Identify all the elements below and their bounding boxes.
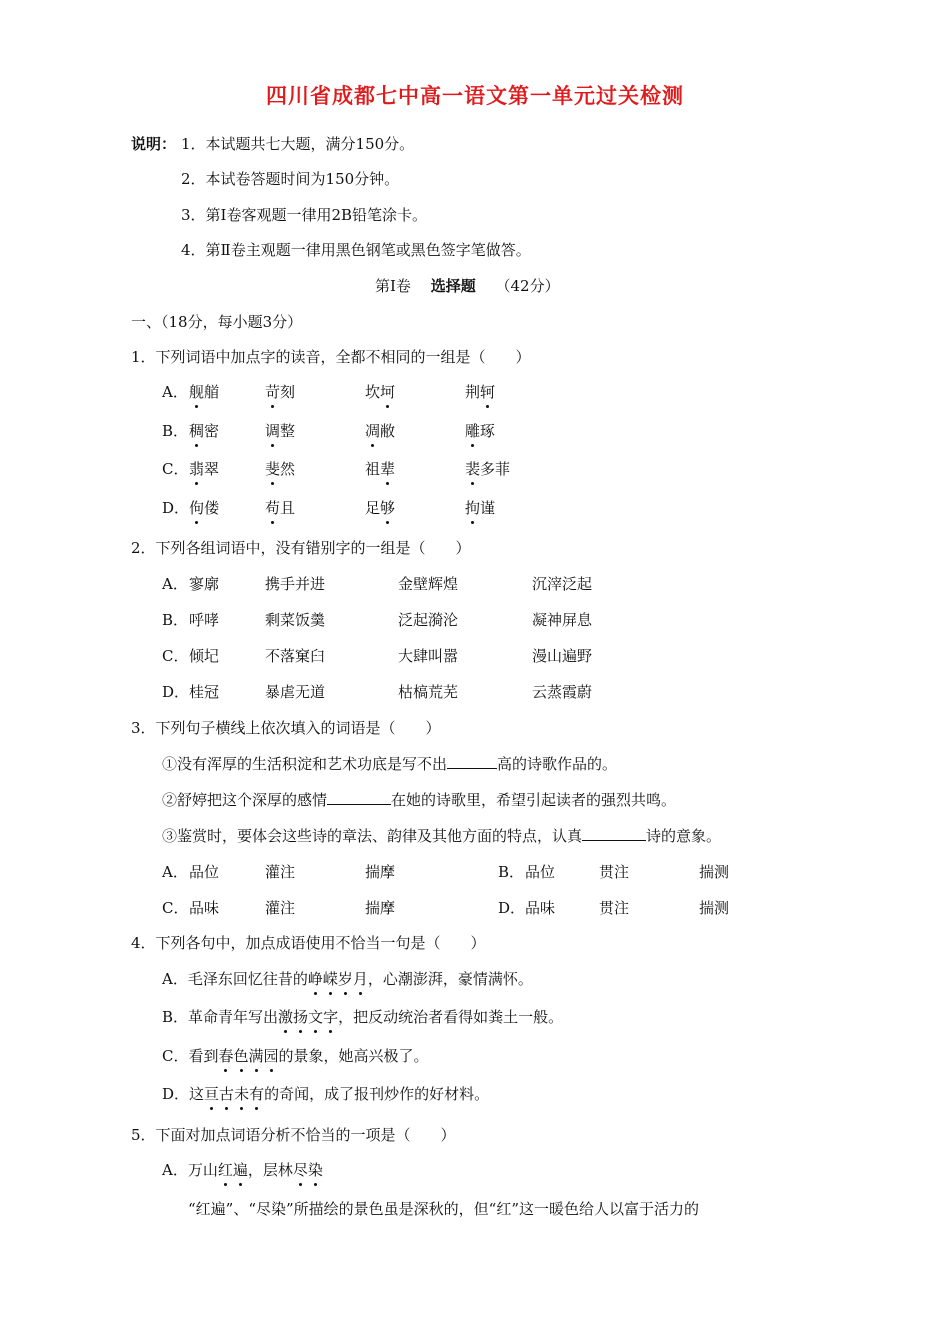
option-text: ，层林 xyxy=(247,1161,293,1179)
option-word: 祖辈 xyxy=(365,460,396,478)
sentence-text: 高的诗歌作品的。 xyxy=(497,755,618,773)
option-word: 枯槁荒芜 xyxy=(398,683,459,701)
dotted-char: 佝 xyxy=(189,499,205,517)
option-text: ，心潮澎湃，豪情满怀。 xyxy=(367,970,533,988)
option-word: 大肆叫嚣 xyxy=(398,647,459,665)
option-word: 品味 xyxy=(189,899,220,917)
sentence-3 xyxy=(162,826,721,846)
note-item: 2．本试卷答题时间为150分钟。 xyxy=(181,170,400,188)
option-word: 灌注 xyxy=(265,863,296,881)
dotted-char: 春 xyxy=(218,1047,234,1065)
option-word: 金壁辉煌 xyxy=(398,575,459,593)
dotted-word xyxy=(293,1161,323,1179)
option-text: 的奇闻，成了报刊炒作的好材料。 xyxy=(264,1085,490,1103)
option-letter: D． xyxy=(162,499,190,517)
option-text: ，把反动统治者看得如粪土一般。 xyxy=(338,1008,564,1026)
option-word: 寥廓 xyxy=(189,575,220,593)
option-word: 暴虐无道 xyxy=(265,683,326,701)
option-word: 佝偻 xyxy=(189,499,220,517)
sentence-text: 诗的意象。 xyxy=(646,827,722,845)
dotted-word xyxy=(218,1161,248,1179)
option-letter: A． xyxy=(162,1161,188,1179)
option-word: 稠密 xyxy=(189,422,220,440)
option-word: 荆轲 xyxy=(465,383,496,401)
question-2-stem: 2．下列各组词语中，没有错别字的一组是（ ） xyxy=(131,539,471,557)
question-4-stem: 4．下列各句中，加点成语使用不恰当一句是（ ） xyxy=(131,934,486,952)
option-letter: D． xyxy=(498,899,526,917)
question-1-stem: 1．下列词语中加点字的读音，全都不相同的一组是（ ） xyxy=(131,348,531,366)
option-word: 品味 xyxy=(525,899,556,917)
option-text: D．这 xyxy=(162,1085,205,1103)
page-title: 四川省成都七中高一语文第一单元过关检测 xyxy=(266,84,684,108)
option-text: C．看到 xyxy=(162,1047,219,1065)
dotted-char: 苟 xyxy=(265,499,281,517)
volume-points: （42分） xyxy=(495,277,560,295)
dotted-char: 尽 xyxy=(292,1161,308,1179)
option-text: 的景象，她高兴极了。 xyxy=(278,1047,429,1065)
question-5-stem: 5．下面对加点词语分析不恰当的一项是（ ） xyxy=(131,1126,456,1144)
fill-blank xyxy=(447,754,497,769)
option-word: 翡翠 xyxy=(189,460,220,478)
option-word: 灌注 xyxy=(265,899,296,917)
sentence-text: ②舒婷把这个深厚的感情 xyxy=(162,791,328,809)
dotted-char: 苛 xyxy=(265,383,281,401)
option-letter: B． xyxy=(162,611,189,629)
dotted-char: 扬 xyxy=(293,1008,309,1026)
dotted-char: 激 xyxy=(278,1008,294,1026)
fill-blank xyxy=(582,826,646,841)
option-word: 揣摩 xyxy=(365,863,396,881)
option-word: 裴多菲 xyxy=(465,460,511,478)
option-letter: A． xyxy=(162,383,188,401)
sentence-text: 在她的诗歌里，希望引起读者的强烈共鸣。 xyxy=(391,791,677,809)
option-letter: C． xyxy=(162,899,189,917)
volume-heading xyxy=(375,276,560,296)
option-letter: D． xyxy=(162,683,190,701)
dotted-char: 月 xyxy=(352,970,368,988)
option-word: 雕琢 xyxy=(465,422,496,440)
dotted-char: 嵘 xyxy=(322,970,338,988)
option-word: 揣测 xyxy=(699,863,730,881)
option-letter: C． xyxy=(162,647,189,665)
sentence-1 xyxy=(162,754,617,774)
dotted-char: 轲 xyxy=(480,383,496,401)
option-text: A．毛泽东回忆往昔的 xyxy=(162,970,308,988)
dotted-char: 岁 xyxy=(337,970,353,988)
option-word: 云蒸霞蔚 xyxy=(532,683,593,701)
option-word: 呼哮 xyxy=(189,611,220,629)
dotted-char: 裴 xyxy=(465,460,481,478)
volume-prefix: 第Ⅰ卷 xyxy=(375,277,411,295)
dotted-idiom xyxy=(308,970,368,988)
option-word: 足够 xyxy=(365,499,396,517)
option-word: 坎坷 xyxy=(365,383,396,401)
volume-name: 选择题 xyxy=(430,277,476,295)
option-word: 剩菜饭羹 xyxy=(265,611,326,629)
note-item: 4．第Ⅱ卷主观题一律用黑色钢笔或黑色签字笔做答。 xyxy=(181,241,531,259)
option-word: 凋敝 xyxy=(365,422,396,440)
option-word: 泛起漪沦 xyxy=(398,611,459,629)
option-word: 贯注 xyxy=(599,863,630,881)
option-word: 不落窠臼 xyxy=(265,647,326,665)
option-word: 苛刻 xyxy=(265,383,296,401)
dotted-char: 稠 xyxy=(189,422,205,440)
note-item: 3．第Ⅰ卷客观题一律用2B铅笔涂卡。 xyxy=(181,206,428,224)
sentence-2 xyxy=(162,790,676,810)
option-c xyxy=(162,1046,429,1066)
dotted-char: 峥 xyxy=(307,970,323,988)
dotted-char: 有 xyxy=(249,1085,265,1103)
option-word: 桂冠 xyxy=(189,683,220,701)
dotted-char: 坷 xyxy=(380,383,396,401)
dotted-idiom xyxy=(218,1047,278,1065)
dotted-char: 古 xyxy=(219,1085,235,1103)
explanation-text: “红遍”、“尽染”所描绘的景色虽是深秋的，但“红”这一暖色给人以富于活力的 xyxy=(188,1200,700,1218)
dotted-char: 拘 xyxy=(465,499,481,517)
option-word: 沉滓泛起 xyxy=(532,575,593,593)
option-word: 品位 xyxy=(189,863,220,881)
dotted-char: 遍 xyxy=(232,1161,248,1179)
fill-blank xyxy=(327,790,391,805)
dotted-char: 未 xyxy=(234,1085,250,1103)
option-word: 斐然 xyxy=(265,460,296,478)
option-word: 调整 xyxy=(265,422,296,440)
notes-label: 说明： xyxy=(131,135,177,153)
option-d xyxy=(162,1084,489,1104)
option-letter: B． xyxy=(498,863,525,881)
option-a xyxy=(162,969,533,989)
dotted-char: 文 xyxy=(308,1008,324,1026)
option-b xyxy=(162,1007,563,1027)
section-heading: 一、（18分，每小题3分） xyxy=(131,313,303,331)
dotted-char: 园 xyxy=(263,1047,279,1065)
dotted-char: 满 xyxy=(248,1047,264,1065)
dotted-char: 色 xyxy=(233,1047,249,1065)
dotted-char: 凋 xyxy=(365,422,381,440)
option-letter: C． xyxy=(162,460,189,478)
option-letter: A． xyxy=(162,575,188,593)
option-text: 万山 xyxy=(187,1161,218,1179)
dotted-char: 调 xyxy=(265,422,281,440)
dotted-char: 亘 xyxy=(204,1085,220,1103)
option-word: 舰艏 xyxy=(189,383,220,401)
option-letter: A． xyxy=(162,863,188,881)
dotted-idiom xyxy=(278,1008,338,1026)
dotted-char: 红 xyxy=(217,1161,233,1179)
dotted-char: 辈 xyxy=(380,460,396,478)
option-word: 苟且 xyxy=(265,499,296,517)
dotted-char: 翡 xyxy=(189,460,205,478)
option-word: 揣测 xyxy=(699,899,730,917)
option-letter: B． xyxy=(162,422,189,440)
dotted-char: 字 xyxy=(323,1008,339,1026)
option-word: 揣摩 xyxy=(365,899,396,917)
option-word: 品位 xyxy=(525,863,556,881)
note-item: 1．本试题共七大题，满分150分。 xyxy=(181,135,415,153)
sentence-text: ①没有浑厚的生活积淀和艺术功底是写不出 xyxy=(162,755,448,773)
option-word: 拘谨 xyxy=(465,499,496,517)
option-text: B．革命青年写出 xyxy=(162,1008,279,1026)
dotted-char: 舰 xyxy=(189,383,205,401)
dotted-char: 斐 xyxy=(265,460,281,478)
dotted-char: 够 xyxy=(380,499,396,517)
option-a xyxy=(162,1160,323,1180)
option-word: 携手并进 xyxy=(265,575,326,593)
sentence-text: ③鉴赏时，要体会这些诗的章法、韵律及其他方面的特点，认真 xyxy=(162,827,583,845)
dotted-char: 雕 xyxy=(465,422,481,440)
dotted-char: 染 xyxy=(307,1161,323,1179)
option-word: 漫山遍野 xyxy=(532,647,593,665)
option-word: 贯注 xyxy=(599,899,630,917)
option-word: 倾圮 xyxy=(189,647,220,665)
question-3-stem: 3．下列句子横线上依次填入的词语是（ ） xyxy=(131,719,441,737)
dotted-idiom xyxy=(204,1085,264,1103)
option-word: 凝神屏息 xyxy=(532,611,593,629)
